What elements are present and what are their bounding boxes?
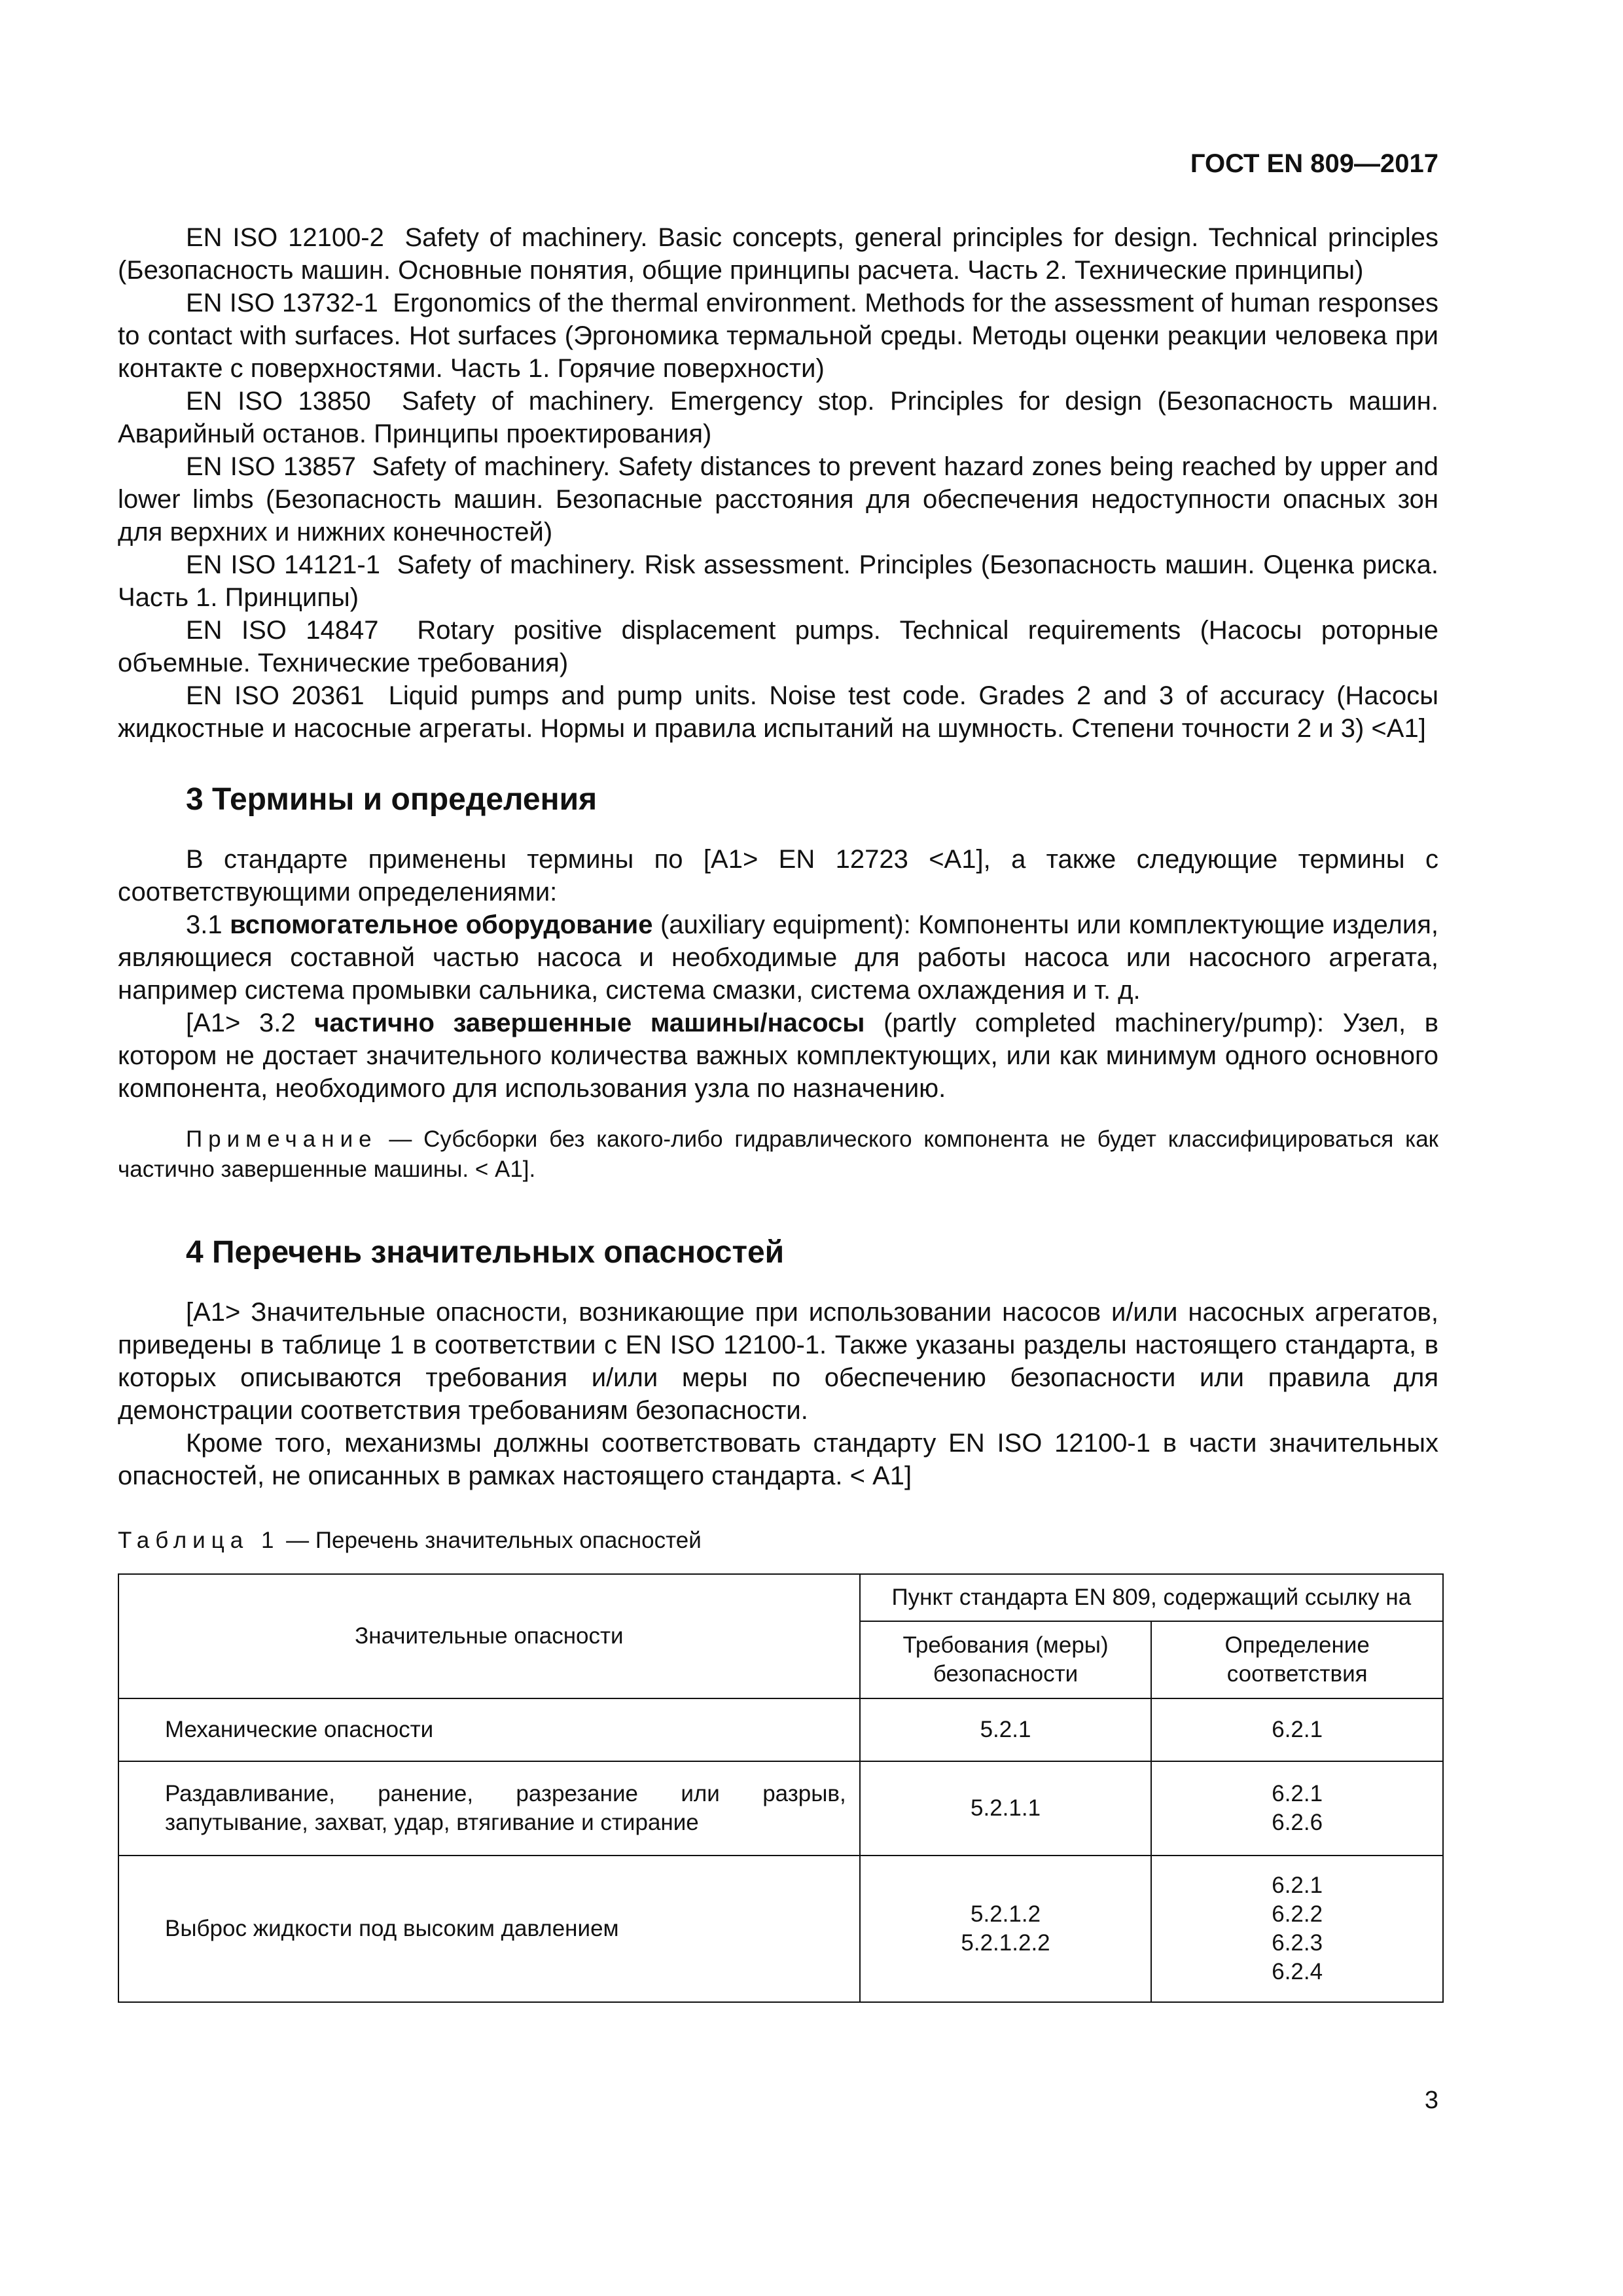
- header-text: Требования (меры): [902, 1632, 1109, 1658]
- term-definition: (partly completed machinery/pump): Узел, в котором не достает значительного количества важных комплектующих, или как минимум одного основного компонента, необходимого для использования узла по назначению.: [118, 1009, 1438, 1103]
- document-header: ГОСТ EN 809—2017: [1190, 149, 1438, 178]
- hazard-cell: Выброс жидкости под высоким давлением: [118, 1856, 860, 2002]
- clause-ref: 6.2.4: [1272, 1959, 1323, 1984]
- requirements-cell: [860, 1698, 1152, 1761]
- reference-item: [118, 450, 1438, 548]
- clause-ref: 5.2.1.1: [971, 1795, 1041, 1821]
- hazards-table: [118, 1573, 1444, 2003]
- clause-ref: 5.2.1: [980, 1717, 1031, 1742]
- reference-code: EN ISO 13857: [186, 452, 357, 481]
- hazard-cell: Механические опасности: [118, 1698, 860, 1761]
- header-group: Пункт стандарта EN 809, содержащий ссылку на: [860, 1574, 1443, 1621]
- reference-item: [118, 614, 1438, 679]
- page-number: 3: [1424, 2087, 1438, 2114]
- clause-ref: 6.2.6: [1272, 1810, 1323, 1835]
- hazard-cell: Раздавливание, ранение, разрезание или разрыв, запутывание, захват, удар, втягивание и стирание: [118, 1761, 860, 1856]
- table-row: [118, 1856, 1443, 2002]
- term-name: вспомогательное оборудование: [230, 910, 653, 939]
- note: [118, 1124, 1438, 1185]
- reference-code: EN ISO 14121-1: [186, 550, 380, 579]
- reference-list: [118, 221, 1438, 745]
- table-caption-text: — Перечень значительных опасностей: [279, 1528, 702, 1553]
- reference-item: [118, 679, 1438, 745]
- reference-text: Safety of machinery. Emergency stop. Principles for design (Безопасность машин. Аварийный останов. Принципы проектирования): [118, 387, 1439, 448]
- clause-ref: 5.2.1.2: [971, 1901, 1041, 1927]
- clause-ref: 6.2.1: [1272, 1781, 1323, 1806]
- term-name: частично завершенные машины/насосы: [314, 1009, 865, 1037]
- reference-text: Rotary positive displacement pumps. Technical requirements (Насосы роторные объемные. Технические требования): [118, 616, 1438, 677]
- conformity-cell: [1151, 1761, 1443, 1856]
- term-number: 3.1: [186, 910, 223, 939]
- reference-code: EN ISO 13850: [186, 387, 371, 416]
- conformity-cell: [1151, 1856, 1443, 2002]
- reference-text: Safety of machinery. Risk assessment. Principles (Безопасность машин. Оценка риска. Часть 1. Принципы): [118, 550, 1439, 612]
- reference-code: EN ISO 13732-1: [186, 289, 378, 317]
- header-hazards: Значительные опасности: [118, 1574, 860, 1698]
- reference-code: EN ISO 20361: [186, 681, 365, 710]
- reference-item: [118, 385, 1438, 450]
- reference-text: Ergonomics of the thermal environment. Methods for the assessment of human responses to contact with surfaces. Hot surfaces (Эргономика термальной среды. Методы оценки реакции человека при контакте с поверхностями. Часть 1. Горячие поверхности): [118, 289, 1438, 383]
- reference-item: [118, 287, 1438, 385]
- reference-code: EN ISO 14847: [186, 616, 379, 645]
- requirements-cell: [860, 1761, 1152, 1856]
- reference-text: Safety of machinery. Safety distances to prevent hazard zones being reached by upper and lower limbs (Безопасность машин. Безопасные расстояния для обеспечения недоступности опасных зон для верхних и нижних конечностей): [118, 452, 1438, 547]
- table-header-row: [118, 1574, 1443, 1621]
- clause-ref: 6.2.3: [1272, 1930, 1323, 1956]
- table-row: [118, 1761, 1443, 1856]
- reference-item: [118, 548, 1438, 614]
- reference-text: Liquid pumps and pump units. Noise test code. Grades 2 and 3 of accuracy (Насосы жидкостные и насосные агрегаты. Нормы и правила испытаний на шумность. Степени точности 2 и 3) <A1]: [118, 681, 1438, 743]
- clause-ref: 6.2.1: [1272, 1873, 1323, 1898]
- clause-ref: 5.2.1.2.2: [961, 1930, 1050, 1956]
- section-4-heading: 4 Перечень значительных опасностей: [186, 1235, 785, 1270]
- header-requirements: [860, 1621, 1152, 1698]
- note-label: Примечание: [186, 1126, 378, 1152]
- section-4-paragraph: [A1> Значительные опасности, возникающие при использовании насосов и/или насосных агрегатов, приведены в таблице 1 в соответствии с EN ISO 12100-1. Также указаны разделы настоящего стандарта, в которых описываются требования и/или меры по обеспечению безопасности или правила для демонстрации соответствия требованиям безопасности.: [118, 1298, 1438, 1425]
- table-caption: [118, 1528, 1438, 1554]
- reference-item: [118, 221, 1438, 287]
- reference-text: Safety of machinery. Basic concepts, general principles for design. Technical principles (Безопасность машин. Основные понятия, общие принципы расчета. Часть 2. Технические принципы): [118, 223, 1438, 285]
- term-3-1: [118, 908, 1438, 1007]
- note-text: — Субсборки без какого-либо гидравлического компонента не будет классифицироваться как частично завершенные машины. < A1].: [118, 1126, 1438, 1182]
- term-3-2: [118, 1007, 1438, 1105]
- term-number: [A1> 3.2: [186, 1009, 296, 1037]
- table-row: [118, 1698, 1443, 1761]
- reference-code: EN ISO 12100-2: [186, 223, 384, 252]
- conformity-cell: [1151, 1698, 1443, 1761]
- header-text: Определение: [1224, 1632, 1370, 1658]
- section-3-heading: 3 Термины и определения: [186, 782, 597, 817]
- clause-ref: 6.2.2: [1272, 1901, 1323, 1927]
- section-4-paragraph: Кроме того, механизмы должны соответствовать стандарту EN ISO 12100-1 в части значительных опасностей, не описанных в рамках настоящего стандарта. < A1]: [118, 1429, 1438, 1490]
- header-text: соответствия: [1226, 1661, 1368, 1687]
- page-content: [118, 221, 1438, 2003]
- term-definition: (auxiliary equipment): Компоненты или комплектующие изделия, являющиеся составной частью насоса и необходимые для работы насоса или насосного агрегата, например система промывки сальника, система смазки, система охлаждения и т. д.: [118, 910, 1438, 1005]
- section-3-intro: В стандарте применены термины по [A1> EN 12723 <A1], а также следующие термины с соответствующими определениями:: [118, 845, 1438, 906]
- clause-ref: 6.2.1: [1272, 1717, 1323, 1742]
- requirements-cell: [860, 1856, 1152, 2002]
- table-caption-label: Таблица 1: [118, 1528, 280, 1553]
- header-text: безопасности: [933, 1661, 1079, 1687]
- header-conformity: [1151, 1621, 1443, 1698]
